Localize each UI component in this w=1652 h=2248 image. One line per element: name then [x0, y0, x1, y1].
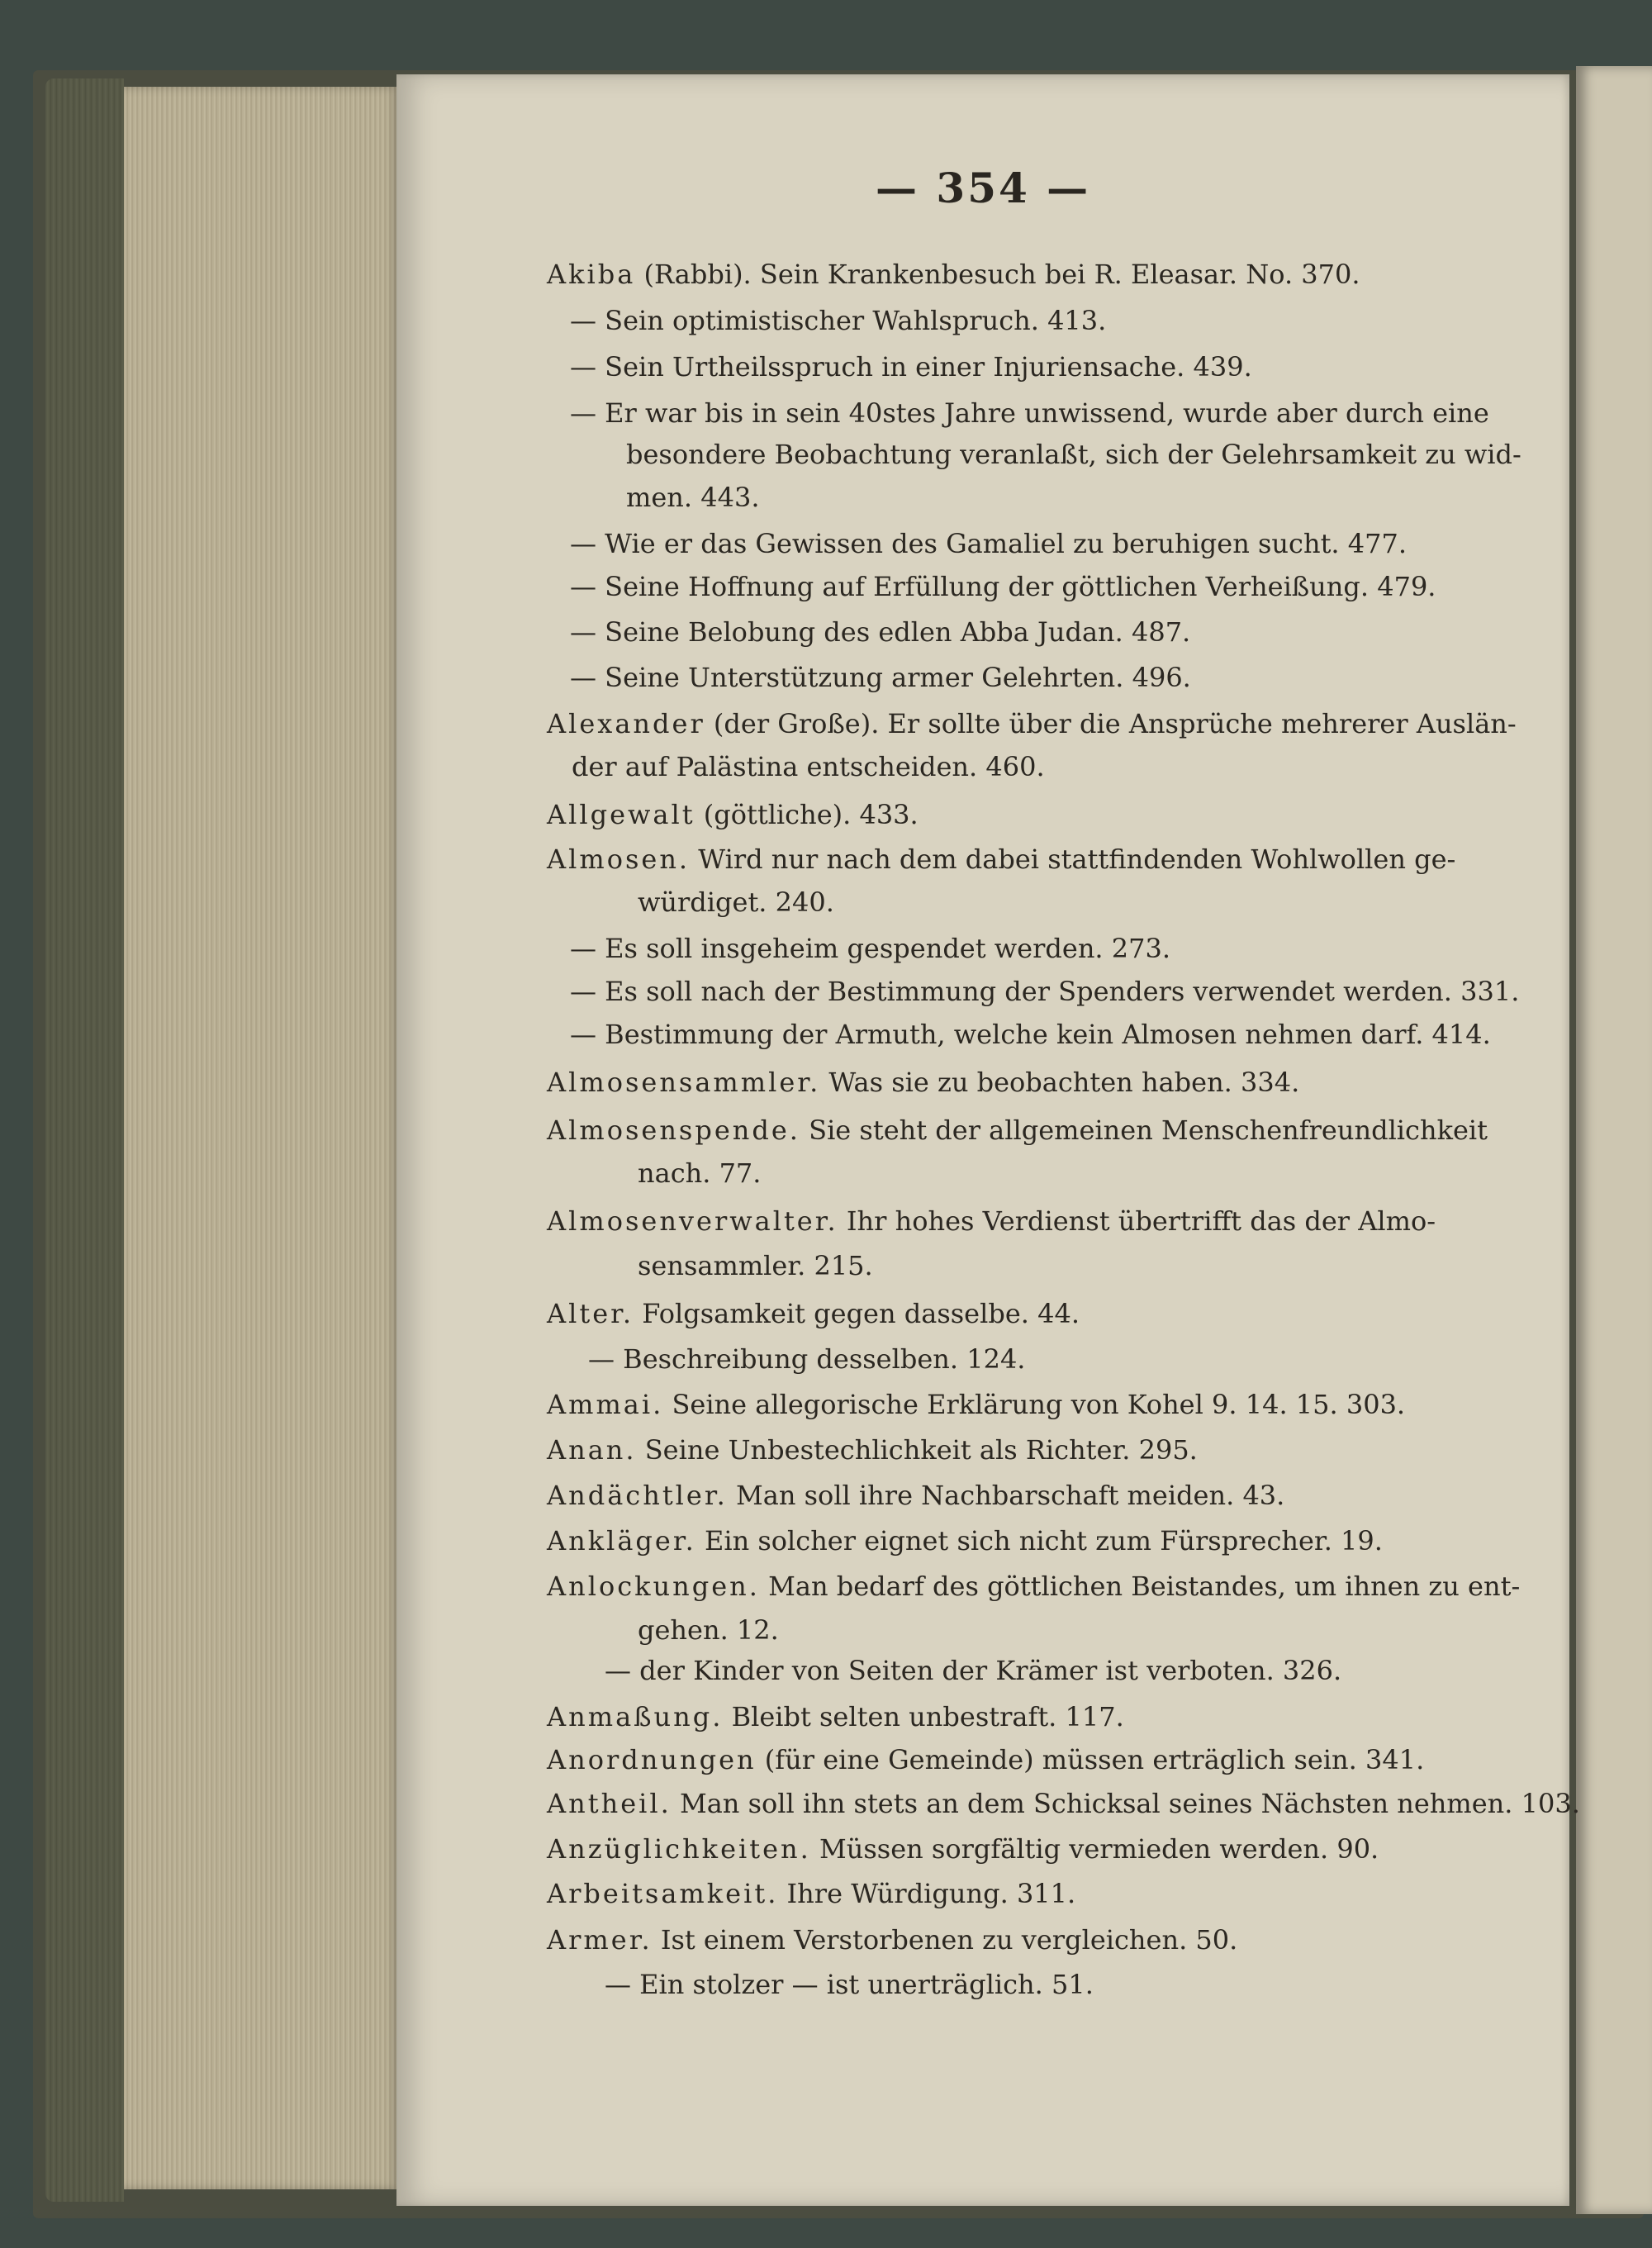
- index-entry: [572, 750, 1045, 783]
- index-text: Bleibt selten unbestraft. 117.: [723, 1701, 1124, 1732]
- index-keyword: Almosensammler.: [547, 1067, 821, 1098]
- index-text: Ist einem Verstorbenen zu vergleichen. 50.: [652, 1924, 1238, 1956]
- index-text: — Es soll nach der Bestimmung der Spenders verwendet werden. 331.: [570, 976, 1520, 1007]
- index-text: — der Kinder von Seiten der Krämer ist verboten. 326.: [605, 1655, 1342, 1686]
- index-text: Man soll ihre Nachbarschaft meiden. 43.: [727, 1480, 1285, 1511]
- index-entry: [605, 1654, 1341, 1687]
- index-entry: [547, 1877, 1075, 1910]
- index-text: würdiget. 240.: [638, 886, 834, 918]
- index-text: besondere Beobachtung veranlaßt, sich der Gelehrsamkeit zu wid-: [626, 439, 1521, 470]
- index-entry: [547, 258, 1360, 291]
- index-entry: [547, 1114, 1488, 1147]
- index-entry: [638, 1157, 761, 1190]
- index-text: Seine Unbestechlichkeit als Richter. 295.: [636, 1434, 1198, 1466]
- index-keyword: Arbeitsamkeit.: [547, 1878, 779, 1909]
- index-entry: [547, 1923, 1237, 1956]
- index-entry: [547, 1832, 1379, 1865]
- index-entry: [547, 798, 919, 831]
- index-text: — Bestimmung der Armuth, welche kein Almosen nehmen darf. 414.: [570, 1019, 1491, 1050]
- index-text: Ihr hohes Verdienst übertrifft das der Almo-: [838, 1205, 1436, 1237]
- index-keyword: Anzüglichkeiten.: [547, 1833, 811, 1865]
- index-entry: [547, 1066, 1299, 1099]
- index-text: — Seine Belobung des edlen Abba Judan. 487.: [570, 616, 1191, 648]
- index-entry: [547, 1388, 1405, 1421]
- index-text: (für eine Gemeinde) müssen erträglich sein. 341.: [756, 1744, 1425, 1775]
- index-text: — Wie er das Gewissen des Gamaliel zu beruhigen sucht. 477.: [570, 528, 1408, 559]
- index-keyword: Almosenspende.: [547, 1114, 800, 1146]
- index-keyword: Alexander: [547, 708, 705, 739]
- index-entry: [605, 1968, 1094, 2001]
- index-entry: [626, 438, 1521, 471]
- index-text: der auf Palästina entscheiden. 460.: [572, 751, 1045, 782]
- index-entry: [638, 1614, 779, 1647]
- index-keyword: Ammai.: [547, 1389, 664, 1420]
- index-text: gehen. 12.: [638, 1614, 779, 1646]
- index-text: Was sie zu beobachten haben. 334.: [820, 1067, 1300, 1098]
- index-entry: [547, 1700, 1124, 1733]
- index-entry: [570, 661, 1191, 694]
- index-keyword: Ankläger.: [547, 1525, 696, 1556]
- index-entry: [588, 1343, 1025, 1376]
- index-entry: [547, 1205, 1436, 1238]
- index-entry: [638, 886, 834, 919]
- index-text: Müssen sorgfältig vermieden werden. 90.: [810, 1833, 1379, 1865]
- index-text: Sie steht der allgemeinen Menschenfreundlichkeit: [800, 1114, 1488, 1146]
- index-keyword: Almosenverwalter.: [547, 1205, 838, 1237]
- index-text: (Rabbi). Sein Krankenbesuch bei R. Eleasar. No. 370.: [635, 259, 1360, 290]
- index-keyword: Anordnungen: [547, 1744, 757, 1775]
- index-entry: [570, 350, 1252, 383]
- index-text: — Er war bis in sein 40stes Jahre unwissend, wurde aber durch eine: [570, 397, 1489, 429]
- index-text: — Sein Urtheilsspruch in einer Injuriensache. 439.: [570, 351, 1252, 383]
- index-text: — Seine Hoffnung auf Erfüllung der göttlichen Verheißung. 479.: [570, 571, 1436, 602]
- index-text: sensammler. 215.: [638, 1250, 873, 1281]
- index-keyword: Anmaßung.: [547, 1701, 724, 1732]
- index-text: Ein solcher eignet sich nicht zum Fürsprecher. 19.: [695, 1525, 1383, 1556]
- index-entry: [547, 1433, 1198, 1466]
- index-keyword: Armer.: [547, 1924, 653, 1956]
- index-text: Folgsamkeit gegen dasselbe. 44.: [634, 1298, 1080, 1329]
- index-entry: [547, 1297, 1080, 1330]
- index-text: — Sein optimistischer Wahlspruch. 413.: [570, 305, 1107, 336]
- index-text: — Ein stolzer — ist unerträglich. 51.: [605, 1969, 1094, 2000]
- index-keyword: Alter.: [547, 1298, 634, 1329]
- index-entry: [547, 843, 1455, 876]
- index-keyword: Anan.: [547, 1434, 637, 1466]
- index-text: Man soll ihn stets an dem Schicksal seines Nächsten nehmen. 103.: [671, 1788, 1580, 1819]
- index-text: nach. 77.: [638, 1157, 762, 1189]
- index-text: — Beschreibung desselben. 124.: [588, 1343, 1026, 1375]
- index-text: (göttliche). 433.: [695, 799, 919, 830]
- index-entry: [547, 1570, 1520, 1603]
- index-keyword: Anlockungen.: [547, 1571, 760, 1602]
- index-entry: [547, 1479, 1284, 1512]
- index-keyword: Almosen.: [547, 844, 691, 875]
- index-text: — Seine Unterstützung armer Gelehrten. 496.: [570, 662, 1191, 693]
- index-text: Ihre Würdigung. 311.: [778, 1878, 1076, 1909]
- index-entry: [626, 481, 759, 514]
- index-keyword: Andächtler.: [547, 1480, 728, 1511]
- index-entry: [638, 1249, 873, 1282]
- index-text: Man bedarf des göttlichen Beistandes, um ihnen zu ent-: [759, 1571, 1521, 1602]
- index-entry: [570, 615, 1190, 649]
- index-text: Wird nur nach dem dabei stattfindenden Wohlwollen ge-: [690, 844, 1456, 875]
- index-entry: [547, 707, 1517, 740]
- index-entry: [570, 975, 1519, 1008]
- index-entry: [570, 304, 1106, 337]
- index-entry: [570, 932, 1170, 965]
- index-entry: [570, 527, 1407, 560]
- index-keyword: Allgewalt: [547, 799, 695, 830]
- index-entry: [570, 570, 1436, 603]
- index-text: — Es soll insgeheim gespendet werden. 273.: [570, 933, 1171, 964]
- index-text: (der Große). Er sollte über die Ansprüche mehrerer Auslän-: [705, 708, 1517, 739]
- index-keyword: Antheil.: [547, 1788, 672, 1819]
- index-text: Seine allegorische Erklärung von Kohel 9. 14. 15. 303.: [663, 1389, 1406, 1420]
- index-entry: [570, 1018, 1491, 1051]
- index-text: men. 443.: [626, 482, 760, 513]
- index-keyword: Akiba: [547, 259, 636, 290]
- index-entry: [547, 1787, 1580, 1820]
- index-entry: [547, 1524, 1383, 1557]
- page-number: — 354 —: [876, 164, 1091, 212]
- index-entry: [570, 397, 1489, 430]
- index-entry: [547, 1743, 1424, 1776]
